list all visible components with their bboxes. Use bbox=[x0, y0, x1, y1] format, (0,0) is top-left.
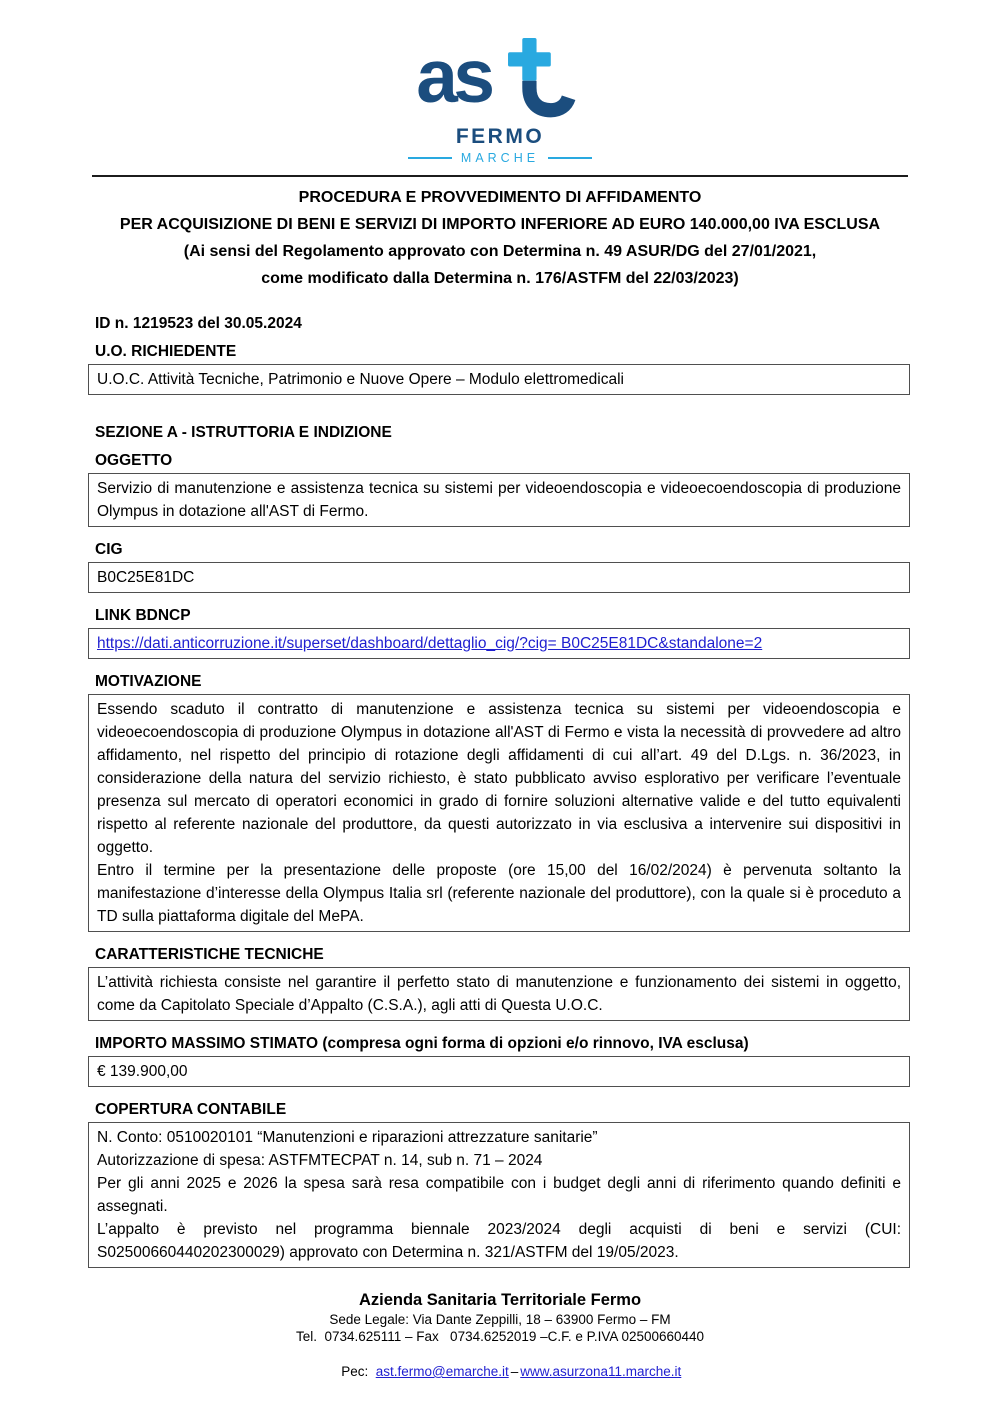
ast-logo-icon bbox=[414, 38, 586, 120]
cig-box bbox=[88, 562, 910, 593]
uo-richiedente-label: U.O. RICHIEDENTE bbox=[95, 342, 237, 360]
svg-text:as: as bbox=[416, 38, 491, 119]
cig-value: B0C25E81DC bbox=[97, 568, 195, 586]
logo-marche-text: MARCHE bbox=[460, 151, 540, 165]
title-line-3: (Ai sensi del Regolamento approvato con Determina n. 49 ASUR/DG del 27/01/2021, bbox=[183, 242, 817, 260]
footer-pec-label: Pec: bbox=[341, 1364, 369, 1379]
importo-value: € 139.900,00 bbox=[97, 1062, 188, 1080]
header-divider bbox=[92, 175, 908, 177]
footer-separator: – bbox=[510, 1364, 519, 1379]
copertura-line-conto: N. Conto: 0510020101 “Manutenzioni e riparazioni attrezzature sanitarie” bbox=[97, 1128, 598, 1146]
uo-richiedente-box bbox=[88, 364, 910, 395]
caratteristiche-label: CARATTERISTICHE TECNICHE bbox=[95, 945, 324, 963]
importo-label: IMPORTO MASSIMO STIMATO (compresa ogni forma di opzioni e/o rinnovo, IVA esclusa) bbox=[95, 1034, 749, 1052]
footer-pec-link[interactable]: ast.fermo@emarche.it bbox=[375, 1364, 509, 1379]
logo-dash-right-icon bbox=[548, 157, 592, 159]
cig-label: CIG bbox=[95, 540, 123, 558]
footer-website-link[interactable]: www.asurzona11.marche.it bbox=[520, 1364, 682, 1379]
title-line-2: PER ACQUISIZIONE DI BENI E SERVIZI DI IMPORTO INFERIORE AD EURO 140.000,00 IVA ESCLUSA bbox=[119, 215, 881, 233]
caratteristiche-box bbox=[88, 967, 910, 1021]
copertura-line-budget: Per gli anni 2025 e 2026 la spesa sarà resa compatibile con i budget degli anni di riferimento quando definiti e assegnati. bbox=[97, 1174, 901, 1215]
title-line-1: PROCEDURA E PROVVEDIMENTO DI AFFIDAMENTO bbox=[298, 188, 702, 206]
title-block bbox=[0, 184, 1000, 292]
logo-dash-left-icon bbox=[408, 157, 452, 159]
logo-fermo-text: FERMO bbox=[455, 125, 545, 148]
link-bdncp-box bbox=[88, 628, 910, 659]
bdncp-link[interactable]: https://dati.anticorruzione.it/superset/dashboard/dettaglio_cig/?cig= B0C25E81DC&standalone=2 bbox=[97, 634, 763, 652]
title-line-4: come modificato dalla Determina n. 176/ASTFM del 22/03/2023) bbox=[261, 269, 739, 287]
oggetto-box bbox=[88, 473, 910, 527]
content bbox=[88, 315, 910, 1268]
oggetto-value: Servizio di manutenzione e assistenza tecnica su sistemi per videoendoscopia e videoecoendoscopia di produzione Olympus in dotazione all'AST di Fermo. bbox=[97, 479, 901, 520]
ast-logo bbox=[408, 38, 592, 165]
header bbox=[0, 0, 1000, 177]
logo-marche-row bbox=[408, 152, 592, 165]
importo-box bbox=[88, 1056, 910, 1087]
document-id: ID n. 1219523 del 30.05.2024 bbox=[95, 314, 302, 332]
copertura-box bbox=[88, 1122, 910, 1268]
motivazione-label: MOTIVAZIONE bbox=[95, 672, 202, 690]
footer-company-name: Azienda Sanitaria Territoriale Fermo bbox=[358, 1290, 642, 1309]
copertura-line-autorizzazione: Autorizzazione di spesa: ASTFMTECPAT n. 14, sub n. 71 – 2024 bbox=[97, 1151, 543, 1169]
link-bdncp-label: LINK BDNCP bbox=[95, 606, 191, 624]
caratteristiche-value: L’attività richiesta consiste nel garantire il perfetto stato di manutenzione e funzionamento dei sistemi in oggetto, come da Capitolato Speciale d’Appalto (C.S.A.), agli atti di Questa U.O.C. bbox=[97, 973, 901, 1014]
copertura-label: COPERTURA CONTABILE bbox=[95, 1100, 287, 1118]
motivazione-box bbox=[88, 694, 910, 932]
sezione-a-heading: SEZIONE A - ISTRUTTORIA E INDIZIONE bbox=[95, 423, 392, 441]
motivazione-paragraph-2: Entro il termine per la presentazione delle proposte (ore 15,00 del 16/02/2024) è pervenuta soltanto la manifestazione d’interesse della Olympus Italia srl (referente nazionale del produttore), con la quale si è proceduto a TD sulla piattaforma digitale del MePA. bbox=[97, 861, 901, 925]
uo-richiedente-value: U.O.C. Attività Tecniche, Patrimonio e Nuove Opere – Modulo elettromedicali bbox=[97, 370, 624, 388]
footer-contacts: Tel. 0734.625111 – Fax 0734.6252019 –C.F. e P.IVA 02500660440 bbox=[295, 1329, 705, 1344]
footer-pec-row bbox=[0, 1346, 1000, 1399]
footer bbox=[0, 1290, 1000, 1399]
oggetto-label: OGGETTO bbox=[95, 451, 173, 469]
motivazione-paragraph-1: Essendo scaduto il contratto di manutenzione e assistenza tecnica su sistemi per videoendoscopia e videoecoendoscopia di produzione Olympus in dotazione all'AST di Fermo e vista la necessità di provvedere ad altro affidamento, nel rispetto del principio di rotazione degli affidamenti di cui all’art. 49 del D.Lgs. n. 36/2023, in considerazione della natura del servizio richiesto, è stato pubblicato avviso esplorativo per verificare l’eventuale presenza sul mercato di operatori economici in grado di fornire soluzioni alternative valide e del tutto equivalenti rispetto al referente nazionale del produttore, da questi autorizzato in via esclusiva a intervenire sui dispositivi in oggetto. bbox=[97, 700, 901, 856]
copertura-line-programma: L’appalto è previsto nel programma biennale 2023/2024 degli acquisti di beni e servizi (CUI: S02500660440202300029) approvato con Determina n. 321/ASTFM del 19/05/2023. bbox=[97, 1220, 901, 1261]
footer-address: Sede Legale: Via Dante Zeppilli, 18 – 63900 Fermo – FM bbox=[329, 1311, 671, 1327]
